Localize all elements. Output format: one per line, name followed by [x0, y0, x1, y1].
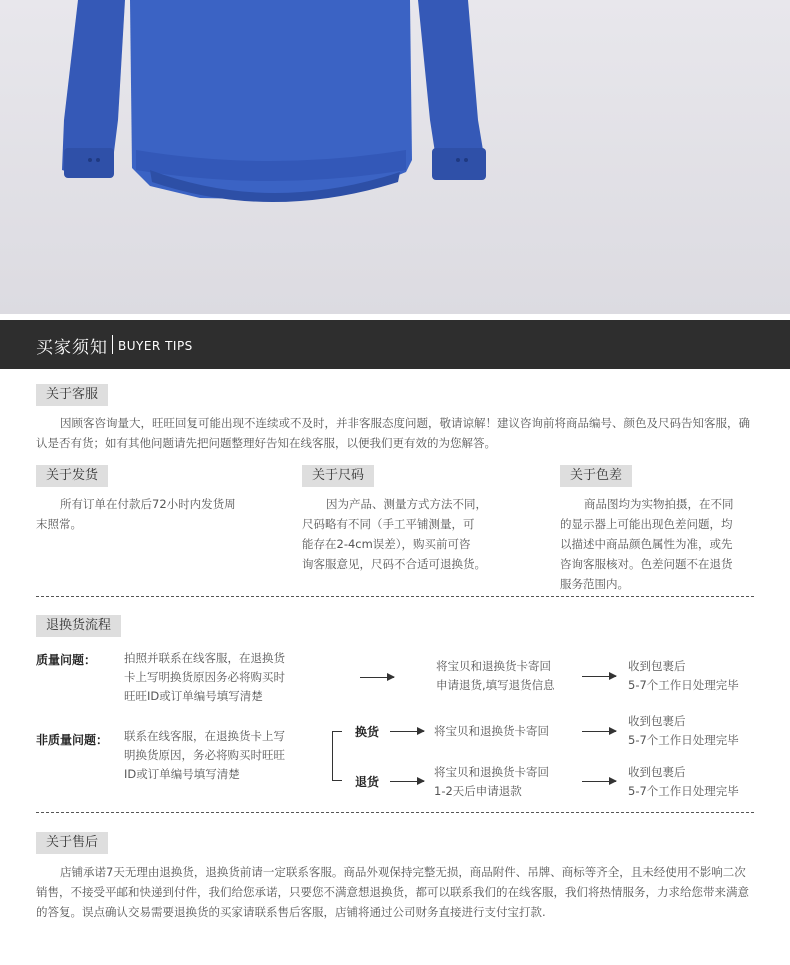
quality-step3-line: 收到包裹后 [628, 659, 686, 673]
refund-step2-line: 将宝贝和退换货卡寄回 [434, 765, 549, 779]
non-quality-line: 联系在线客服，在退换货卡上写 [124, 729, 285, 743]
branch-bracket [332, 731, 342, 781]
size-line: 能存在2-4cm误差），购买前可咨 [302, 537, 471, 551]
arrow-right-icon [582, 731, 616, 732]
quality-step3 [628, 657, 739, 695]
exchange-label: 换货 [355, 725, 380, 739]
exchange-step2-line: 将宝贝和退换货卡寄回 [434, 724, 549, 738]
non-quality-line: 明换货原因，务必将购买时旺旺 [124, 748, 285, 762]
quality-issue-text [124, 649, 285, 706]
refund-step3-line: 收到包裹后 [628, 765, 686, 779]
non-quality-issue-text [124, 727, 285, 784]
arrow-right-icon [390, 731, 424, 732]
color-line: 以描述中商品颜色属性为准，或先 [560, 537, 733, 551]
shipping-tag: 关于发货 [36, 465, 108, 487]
quality-line: 拍照并联系在线客服，在退换货 [124, 651, 285, 665]
refund-label: 退货 [355, 775, 380, 789]
non-quality-issue-label: 非质量问题： [36, 733, 109, 747]
color-line: 服务范围内。 [560, 577, 629, 591]
after-sales-tag: 关于售后 [36, 832, 108, 854]
size-line: 询客服意见，尺码不合适可退换货。 [302, 557, 486, 571]
quality-line: 卡上写明换货原因务必将购买时 [124, 670, 285, 684]
color-line: 咨询客服核对。色差问题不在退货 [560, 557, 733, 571]
size-line: 尺码略有不同（手工平铺测量，可 [302, 517, 475, 531]
product-photo [0, 0, 790, 314]
exchange-step3-line: 收到包裹后 [628, 714, 686, 728]
refund-step3 [628, 763, 739, 801]
color-line: 的显示器上可能出现色差问题，均 [560, 517, 733, 531]
non-quality-line: ID或订单编号填写清楚 [124, 767, 240, 781]
refund-step2-line: 1-2天后申请退款 [434, 784, 522, 798]
color-line: 商品图均为实物拍摄，在不同 [584, 497, 734, 511]
returns-process-tag: 退换货流程 [36, 615, 121, 637]
arrow-right-icon [582, 781, 616, 782]
banner-title-cn: 买家须知 [36, 338, 108, 358]
quality-step2 [436, 657, 555, 695]
exchange-step3-line: 5-7个工作日处理完毕 [628, 733, 739, 747]
quality-line: 旺旺ID或订单编号填写清楚 [124, 689, 263, 703]
arrow-right-icon [390, 781, 424, 782]
shipping-text: 所有订单在付款后72小时内发货周末照常。 [36, 497, 236, 531]
quality-step2-line: 将宝贝和退换货卡寄回 [436, 659, 551, 673]
exchange-step3 [628, 712, 739, 750]
color-text [560, 494, 760, 594]
buyer-tips-banner [0, 320, 790, 369]
refund-step3-line: 5-7个工作日处理完毕 [628, 784, 739, 798]
shirt-illustration [0, 0, 790, 314]
customer-service-tag: 关于客服 [36, 384, 108, 406]
customer-service-text: 因顾客咨询量大，旺旺回复可能出现不连续或不及时，并非客服态度问题，敬请谅解！建议咨询前将商品编号、颜色及尺码告知客服，确认是否有货；如有其他问题请先把问题整理好告知在线客服，以便我们更有效的为您解答。 [36, 416, 750, 450]
color-tag: 关于色差 [560, 465, 632, 487]
section-divider [36, 812, 754, 813]
section-divider [36, 596, 754, 597]
banner-divider [112, 335, 113, 354]
banner-title-en: BUYER TIPS [118, 339, 193, 353]
quality-step2-line: 申请退货,填写退货信息 [436, 678, 555, 692]
exchange-step2 [434, 722, 549, 741]
arrow-right-icon [582, 676, 616, 677]
size-tag: 关于尺码 [302, 465, 374, 487]
refund-step2 [434, 763, 549, 801]
size-text [302, 494, 517, 574]
quality-issue-label: 质量问题： [36, 653, 97, 667]
quality-step3-line: 5-7个工作日处理完毕 [628, 678, 739, 692]
arrow-right-icon [360, 677, 394, 678]
size-line: 因为产品、测量方式方法不同， [326, 497, 487, 511]
after-sales-text: 店铺承诺7天无理由退换货，退换货前请一定联系客服。商品外观保持完整无损，商品附件、吊牌、商标等齐全，且未经使用不影响二次销售，不接受平邮和快递到付件，我们给您承诺，只要您不满意想退换货，都可以联系我们的在线客服，我们将热情服务，力求给您带来满意的答复。误点确认交易需要退换货的买家请联系售后客服，店铺将通过公司财务直接进行支付宝打款. [36, 865, 749, 919]
